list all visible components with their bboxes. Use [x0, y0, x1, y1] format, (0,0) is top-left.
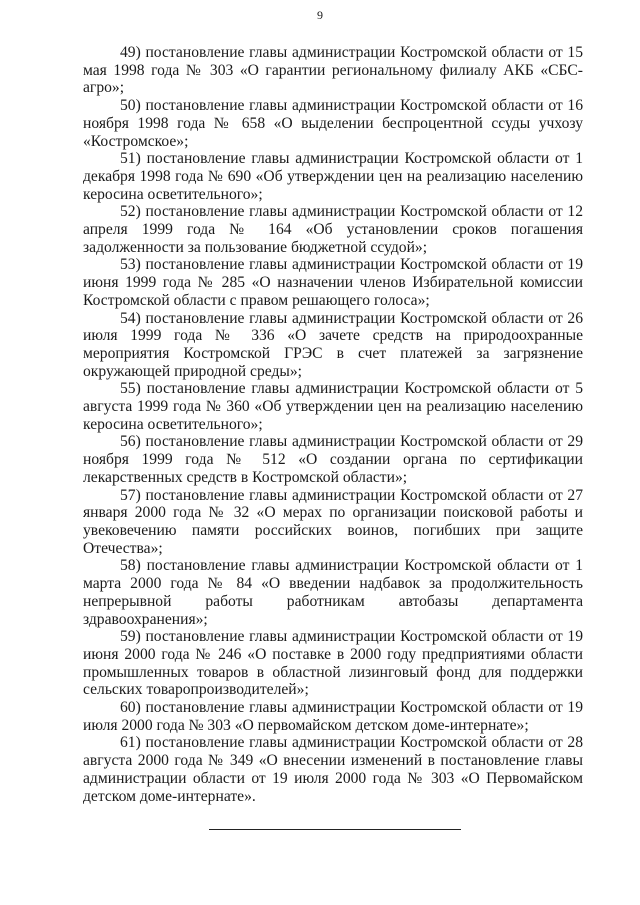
page-number: 9	[317, 8, 323, 22]
list-item-54: 54) постановление главы администрации Костромской области от 26 июля 1999 года № 336 «О зачете средств на природоохранные мероприятия Костромской ГРЭС в счет платежей за загрязнение окружающей природной среды»;	[83, 309, 583, 380]
list-item-49: 49) постановление главы администрации Костромской области от 15 мая 1998 года № 303 «О гарантии региональному филиалу АКБ «СБС-агро»;	[83, 44, 583, 97]
document-body	[83, 44, 583, 805]
end-of-document-rule	[209, 829, 461, 830]
list-item-60: 60) постановление главы администрации Костромской области от 19 июля 2000 года № 303 «О первомайском детском доме-интернате»;	[83, 699, 583, 734]
list-item-51: 51) постановление главы администрации Костромской области от 1 декабря 1998 года № 690 «Об утверждении цен на реализацию населению керосина осветительного»;	[83, 150, 583, 203]
list-item-59: 59) постановление главы администрации Костромской области от 19 июня 2000 года № 246 «О поставке в 2000 году предприятиями области промышленных товаров в областной лизинговый фонд для поддержки сельских товаропроизводителей»;	[83, 628, 583, 699]
list-item-52: 52) постановление главы администрации Костромской области от 12 апреля 1999 года № 164 «Об установлении сроков погашения задолженности за пользование бюджетной ссудой»;	[83, 203, 583, 256]
list-item-57: 57) постановление главы администрации Костромской области от 27 января 2000 года № 32 «О мерах по организации поисковой работы и увековечению памяти российских воинов, погибших при защите Отечества»;	[83, 486, 583, 557]
list-item-61: 61) постановление главы администрации Костромской области от 28 августа 2000 года № 349 «О внесении изменений в постановление главы администрации области от 19 июля 2000 года № 303 «О Первомайском детском доме-интернате».	[83, 734, 583, 805]
list-item-56: 56) постановление главы администрации Костромской области от 29 ноября 1999 года № 512 «О создании органа по сертификации лекарственных средств в Костромской области»;	[83, 433, 583, 486]
list-item-53: 53) постановление главы администрации Костромской области от 19 июня 1999 года № 285 «О назначении членов Избирательной комиссии Костромской области с правом решающего голоса»;	[83, 256, 583, 309]
list-item-55: 55) постановление главы администрации Костромской области от 5 августа 1999 года № 360 «Об утверждении цен на реализацию населению керосина осветительного»;	[83, 380, 583, 433]
list-item-58: 58) постановление главы администрации Костромской области от 1 марта 2000 года № 84 «О введении надбавок за продолжительность непрерывной работы работникам автобазы департамента здравоохранения»;	[83, 557, 583, 628]
list-item-50: 50) постановление главы администрации Костромской области от 16 ноября 1998 года № 658 «О выделении беспроцентной ссуды учхозу «Костромское»;	[83, 97, 583, 150]
